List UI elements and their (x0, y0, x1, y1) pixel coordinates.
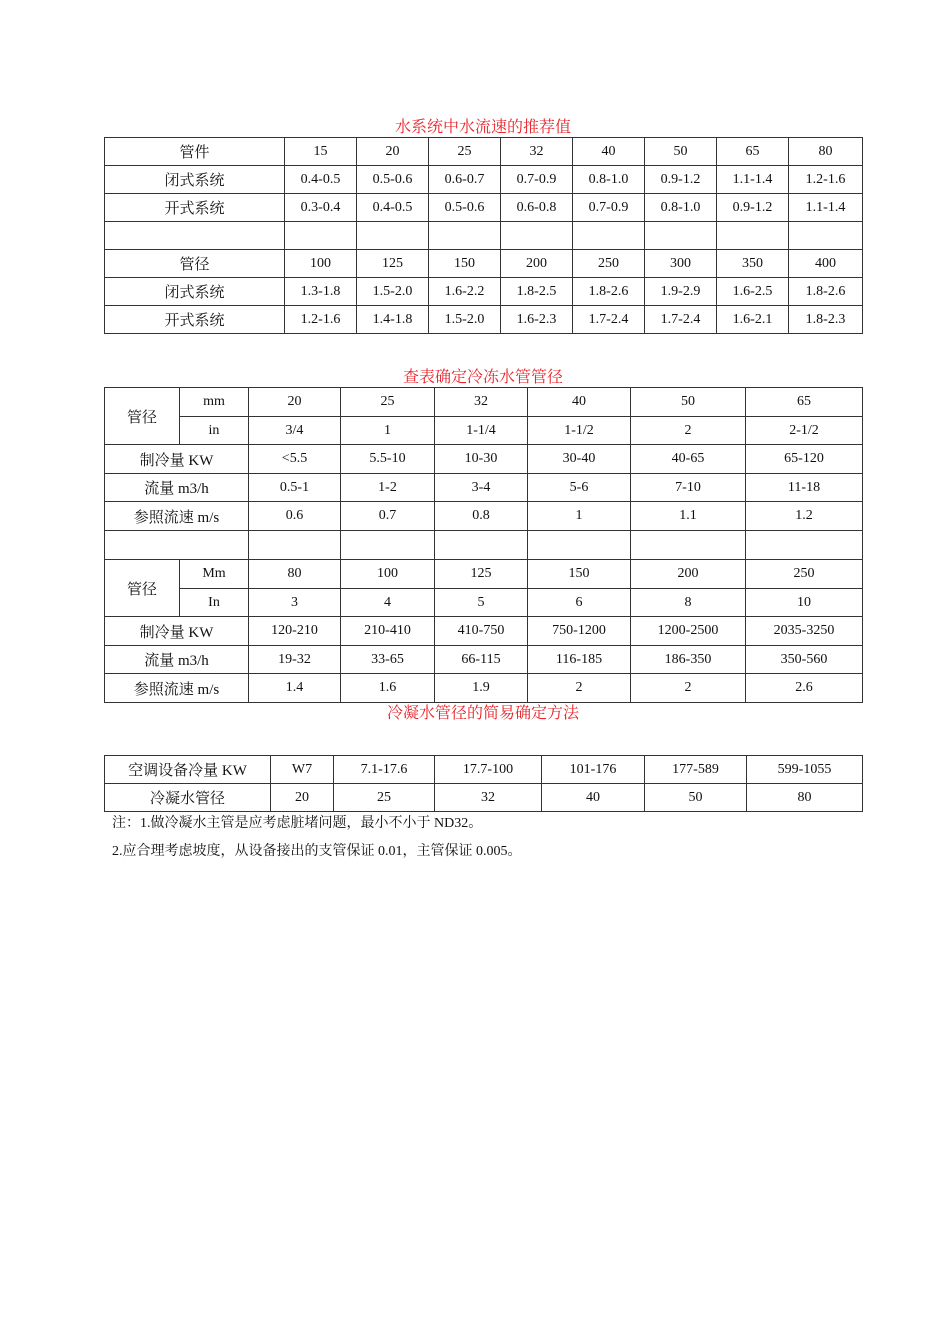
table-row (105, 560, 863, 589)
table-row (105, 474, 863, 502)
table-cell: 1.5-2.0 (357, 278, 429, 306)
table-cell: 1.6-2.5 (717, 278, 789, 306)
empty-cell (631, 531, 746, 560)
row-header-cell: 闭式系统 (105, 278, 285, 306)
table-cell: 200 (501, 250, 573, 278)
table-cell: 350 (717, 250, 789, 278)
table-row (105, 646, 863, 674)
table-cell: 0.4-0.5 (357, 194, 429, 222)
row-header-cell: 冷凝水管径 (105, 784, 271, 812)
table-cell: 100 (285, 250, 357, 278)
table-cell: 3-4 (435, 474, 528, 502)
table-cell: 1-1/4 (435, 417, 528, 445)
table-row (105, 617, 863, 646)
table-cell: 1.6-2.2 (429, 278, 501, 306)
table-cell: 0.6-0.8 (501, 194, 573, 222)
table-cell: 15 (285, 138, 357, 166)
table-cell: 120-210 (249, 617, 341, 646)
pipe-size-label: 管径 (105, 388, 180, 445)
velocity-label: 参照流速 m/s (105, 502, 249, 531)
table-cell: 40-65 (631, 445, 746, 474)
table-row (105, 417, 863, 445)
table-cell: 1.7-2.4 (645, 306, 717, 334)
table-cell: 1.2-1.6 (285, 306, 357, 334)
table-cell: 32 (435, 388, 528, 417)
table-cell: 1.4-1.8 (357, 306, 429, 334)
table-cell: 2-1/2 (746, 417, 863, 445)
table-cell: 2035-3250 (746, 617, 863, 646)
table-cell: 30-40 (528, 445, 631, 474)
table-row (105, 756, 863, 784)
table-cell: 0.3-0.4 (285, 194, 357, 222)
table-cell: 1.1-1.4 (789, 194, 863, 222)
table-cell: 1.6 (341, 674, 435, 703)
table-cell: 0.6-0.7 (429, 166, 501, 194)
table-cell: 80 (249, 560, 341, 589)
cooling-capacity-label: 制冷量 KW (105, 445, 249, 474)
table-cell: 33-65 (341, 646, 435, 674)
note-line-1: 注：1.做冷凝水主管是应考虑脏堵问题，最小不小于 ND32。 (112, 816, 483, 831)
table-cell: 1.4 (249, 674, 341, 703)
table-cell: 40 (528, 388, 631, 417)
table-cell: 2 (631, 674, 746, 703)
table-cell (573, 222, 645, 250)
table-cell: 80 (747, 784, 863, 812)
table-cell: 20 (271, 784, 334, 812)
table-row (105, 222, 863, 250)
table-cell: 0.8-1.0 (645, 194, 717, 222)
table-cell: 1.3-1.8 (285, 278, 357, 306)
table-cell: 8 (631, 589, 746, 617)
empty-cell (528, 531, 631, 560)
table-row (105, 784, 863, 812)
table-cell: 65-120 (746, 445, 863, 474)
table-cell (645, 222, 717, 250)
unit-label-in: in (180, 417, 249, 445)
table-cell: 125 (435, 560, 528, 589)
empty-cell (249, 531, 341, 560)
table-cell: 0.5-0.6 (429, 194, 501, 222)
table-cell: 750-1200 (528, 617, 631, 646)
table-cell: 410-750 (435, 617, 528, 646)
table-cell: 10-30 (435, 445, 528, 474)
table-cell: 5 (435, 589, 528, 617)
table-cell: 599-1055 (747, 756, 863, 784)
table-cell: W7 (271, 756, 334, 784)
table-cell: 1.8-2.3 (789, 306, 863, 334)
table-row (105, 502, 863, 531)
row-header-cell: 管件 (105, 138, 285, 166)
table-cell: 5-6 (528, 474, 631, 502)
table-cell: 1.6-2.1 (717, 306, 789, 334)
table-row (105, 388, 863, 417)
flow-rate-label: 流量 m3/h (105, 474, 249, 502)
table-cell: 0.4-0.5 (285, 166, 357, 194)
table-cell: 250 (746, 560, 863, 589)
table-cell: 0.8-1.0 (573, 166, 645, 194)
table-row (105, 306, 863, 334)
unit-label-mm: Mm (180, 560, 249, 589)
table-row (105, 531, 863, 560)
table-cell: 25 (429, 138, 501, 166)
table-cell: 66-115 (435, 646, 528, 674)
table-cell: 40 (573, 138, 645, 166)
table-cell: 1.9 (435, 674, 528, 703)
table-cell: 0.7 (341, 502, 435, 531)
flow-velocity-table (104, 137, 863, 334)
row-header-cell: 管径 (105, 250, 285, 278)
table-cell: 200 (631, 560, 746, 589)
table-cell: 186-350 (631, 646, 746, 674)
table-cell: 3 (249, 589, 341, 617)
table-cell (717, 222, 789, 250)
note-line-2: 2.应合理考虑坡度，从设备接出的支管保证 0.01，主管保证 0.005。 (112, 844, 522, 859)
table-cell: 0.9-1.2 (645, 166, 717, 194)
table-cell: 11-18 (746, 474, 863, 502)
table-cell: 65 (717, 138, 789, 166)
table-cell: 1.8-2.6 (789, 278, 863, 306)
table-cell: 0.9-1.2 (717, 194, 789, 222)
table-cell: 3/4 (249, 417, 341, 445)
table-cell: 125 (357, 250, 429, 278)
table-cell: 210-410 (341, 617, 435, 646)
empty-cell (105, 531, 249, 560)
table-cell: 32 (501, 138, 573, 166)
row-header-cell: 闭式系统 (105, 166, 285, 194)
table-cell: 2.6 (746, 674, 863, 703)
table-cell: 10 (746, 589, 863, 617)
table-cell: 2 (528, 674, 631, 703)
table-cell: 150 (528, 560, 631, 589)
table-cell: 20 (357, 138, 429, 166)
unit-label-in: In (180, 589, 249, 617)
table-cell: 0.7-0.9 (573, 194, 645, 222)
table-cell: 25 (341, 388, 435, 417)
table-cell: 20 (249, 388, 341, 417)
table-cell: 32 (435, 784, 542, 812)
table-cell (789, 222, 863, 250)
empty-cell (435, 531, 528, 560)
table-cell: 50 (631, 388, 746, 417)
table-cell: 7.1-17.6 (334, 756, 435, 784)
table-cell: 1.1-1.4 (717, 166, 789, 194)
table-cell: 1.6-2.3 (501, 306, 573, 334)
row-header-cell: 开式系统 (105, 194, 285, 222)
table-row (105, 194, 863, 222)
table-cell: 300 (645, 250, 717, 278)
table-cell: 1.9-2.9 (645, 278, 717, 306)
table-cell: 400 (789, 250, 863, 278)
table-cell: <5.5 (249, 445, 341, 474)
table-cell: 1200-2500 (631, 617, 746, 646)
table-cell: 40 (542, 784, 645, 812)
table-cell: 1 (528, 502, 631, 531)
table-cell: 4 (341, 589, 435, 617)
table-cell: 65 (746, 388, 863, 417)
table-cell: 116-185 (528, 646, 631, 674)
table-row (105, 250, 863, 278)
table-cell: 1 (341, 417, 435, 445)
table-cell (429, 222, 501, 250)
table-cell: 0.6 (249, 502, 341, 531)
table-cell: 1.8-2.6 (573, 278, 645, 306)
unit-label-mm: mm (180, 388, 249, 417)
table-cell: 101-176 (542, 756, 645, 784)
table-cell: 100 (341, 560, 435, 589)
table-cell (357, 222, 429, 250)
table-cell: 0.7-0.9 (501, 166, 573, 194)
table-cell (501, 222, 573, 250)
table-cell: 0.8 (435, 502, 528, 531)
table3-title: 冷凝水管径的简易确定方法 (386, 705, 579, 722)
table-cell: 1.2 (746, 502, 863, 531)
table-row (105, 589, 863, 617)
table-cell: 1-1/2 (528, 417, 631, 445)
table-cell: 177-589 (645, 756, 747, 784)
table-row (105, 278, 863, 306)
table-cell: 0.5-0.6 (357, 166, 429, 194)
table-row (105, 166, 863, 194)
table-cell: 80 (789, 138, 863, 166)
table1-title: 水系统中水流速的推荐值 (394, 119, 571, 136)
table-cell: 1-2 (341, 474, 435, 502)
table-cell: 50 (645, 784, 747, 812)
condensate-pipe-table (104, 755, 863, 812)
cooling-capacity-label: 制冷量 KW (105, 617, 249, 646)
flow-rate-label: 流量 m3/h (105, 646, 249, 674)
table-cell: 17.7-100 (435, 756, 542, 784)
velocity-label: 参照流速 m/s (105, 674, 249, 703)
table-cell: 6 (528, 589, 631, 617)
row-header-cell: 空调设备冷量 KW (105, 756, 271, 784)
table-cell: 1.8-2.5 (501, 278, 573, 306)
table-cell: 150 (429, 250, 501, 278)
table-cell: 0.5-1 (249, 474, 341, 502)
empty-cell (341, 531, 435, 560)
table-cell: 50 (645, 138, 717, 166)
table-row (105, 445, 863, 474)
table-cell: 1.5-2.0 (429, 306, 501, 334)
table-cell (285, 222, 357, 250)
row-header-cell (105, 222, 285, 250)
table-cell: 2 (631, 417, 746, 445)
table-cell: 7-10 (631, 474, 746, 502)
table-cell: 250 (573, 250, 645, 278)
empty-cell (746, 531, 863, 560)
pipe-size-label: 管径 (105, 560, 180, 617)
table-cell: 19-32 (249, 646, 341, 674)
table2-title: 查表确定冷冻水管管径 (402, 369, 563, 386)
table-cell: 1.2-1.6 (789, 166, 863, 194)
table-cell: 25 (334, 784, 435, 812)
table-cell: 350-560 (746, 646, 863, 674)
table-row (105, 138, 863, 166)
chilled-water-pipe-table (104, 387, 863, 703)
row-header-cell: 开式系统 (105, 306, 285, 334)
table-row (105, 674, 863, 703)
table-cell: 1.1 (631, 502, 746, 531)
table-cell: 5.5-10 (341, 445, 435, 474)
table-cell: 1.7-2.4 (573, 306, 645, 334)
